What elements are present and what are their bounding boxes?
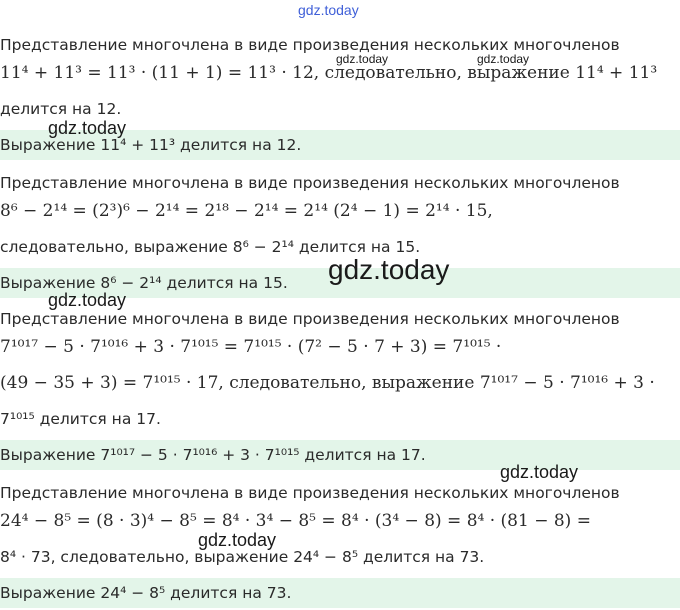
answer-text: Выражение 11⁴ + 11³ делится на 12. [0, 136, 302, 154]
math-line: 7¹⁰¹⁷ − 5 · 7¹⁰¹⁶ + 3 · 7¹⁰¹⁵ = 7¹⁰¹⁵ · (7² − 5 · 7 + 3) = 7¹⁰¹⁵ · [0, 337, 502, 357]
watermark: gdz.today [48, 290, 127, 310]
watermark: gdz.today [500, 462, 579, 482]
math-line: 11⁴ + 11³ = 11³ · (11 + 1) = 11³ · 12, следовательно, выражение 11⁴ + 11³ [0, 63, 658, 83]
section-heading: Представление многочлена в виде произведения нескольких многочленов [0, 484, 620, 502]
conclusion-line: делится на 12. [0, 100, 122, 118]
watermark: gdz.today [198, 530, 277, 550]
math-line: 24⁴ − 8⁵ = (8 · 3)⁴ − 8⁵ = 8⁴ · 3⁴ − 8⁵ = 8⁴ · (3⁴ − 8) = 8⁴ · (81 − 8) = [0, 511, 591, 531]
watermark: gdz.today [298, 2, 359, 18]
math-line: (49 − 35 + 3) = 7¹⁰¹⁵ · 17, следовательно, выражение 7¹⁰¹⁷ − 5 · 7¹⁰¹⁶ + 3 · [0, 373, 655, 393]
conclusion-line: следовательно, выражение 8⁶ − 2¹⁴ делится на 15. [0, 238, 421, 256]
conclusion-line: 7¹⁰¹⁵ делится на 17. [0, 410, 161, 428]
watermark: gdz.today [328, 254, 450, 285]
watermark: gdz.today [477, 52, 530, 66]
section-heading: Представление многочлена в виде произведения нескольких многочленов [0, 174, 620, 192]
answer-text: Выражение 24⁴ − 8⁵ делится на 73. [0, 584, 292, 602]
answer-text: Выражение 7¹⁰¹⁷ − 5 · 7¹⁰¹⁶ + 3 · 7¹⁰¹⁵ делится на 17. [0, 446, 426, 464]
answer-text: Выражение 8⁶ − 2¹⁴ делится на 15. [0, 274, 288, 292]
watermark: gdz.today [336, 52, 389, 66]
conclusion-line: 8⁴ · 73, следовательно, выражение 24⁴ − 8⁵ делится на 73. [0, 548, 485, 566]
section-heading: Представление многочлена в виде произведения нескольких многочленов [0, 36, 620, 54]
section-heading: Представление многочлена в виде произведения нескольких многочленов [0, 310, 620, 328]
math-line: 8⁶ − 2¹⁴ = (2³)⁶ − 2¹⁴ = 2¹⁸ − 2¹⁴ = 2¹⁴ (2⁴ − 1) = 2¹⁴ · 15, [0, 201, 493, 221]
watermark: gdz.today [48, 118, 127, 138]
